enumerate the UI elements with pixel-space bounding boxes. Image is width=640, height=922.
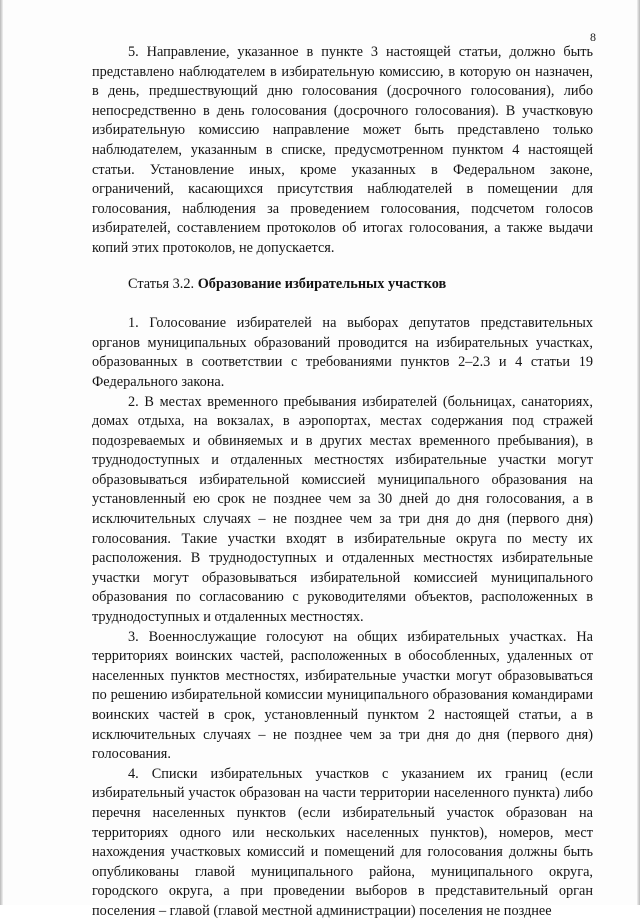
- article-title: Образование избирательных участков: [197, 275, 447, 292]
- article-heading: [92, 275, 593, 295]
- paragraph-2: 2. В местах временного пребывания избирателей (больницах, санаториях, домах отдыха, на вокзалах, в аэропортах, местах содержания под стражей подозреваемых и обвиняемых и в других местах временного пребывания), в труднодоступных и отдаленных местностях избирательные участки могут образовываться избирательной комиссией муниципального образования на установленный ею срок не позднее чем за 30 дней до дня голосования, а в исключительных случаях – не позднее чем за три дня до дня (первого дня) голосования. Такие участки входят в избирательные округа по месту их расположения. В труднодоступных и отдаленных местностях избирательные участки могут образовываться избирательной комиссией муниципального образования по согласованию с руководителями объектов, расположенных в труднодоступных и отдаленных местностях.: [92, 393, 593, 626]
- paragraph-1: 1. Голосование избирателей на выборах депутатов представительных органов муниципальных образований проводится на избирательных участках, образованных в соответствии с требованиями пунктов 2–2.3 и 4 статьи 19 Федерального закона.: [92, 315, 593, 390]
- page-number: 8: [590, 30, 596, 44]
- scan-edge-left: [0, 0, 3, 905]
- paragraph-5-intro: 5. Направление, указанное в пункте 3 настоящей статьи, должно быть представлено наблюдателем в избирательную комиссию, в которую он назначен, в день, предшествующий дню голосования (досрочного голосования), либо непосредственно в день голосования (досрочного голосования). В участковую избирательную комиссию направление может быть представлено только наблюдателем, указанным в списке, предусмотренном пунктом 4 настоящей статьи. Установление иных, кроме указанных в Федеральном законе, ограничений, касающихся присутствия наблюдателей в помещении для голосования, наблюдения за проведением голосования, подсчетом голосов избирателей, составлением протоколов об итогах голосования, а также выдачи копий этих протоколов, не допускается.: [92, 44, 593, 256]
- document-body: [92, 43, 593, 922]
- paragraph-4: 4. Списки избирательных участков с указанием их границ (если избирательный участок образован на части территории населенного пункта) либо перечня населенных пунктов (если избирательный участок образован на территориях одного или нескольких населенных пунктов), номеров, мест нахождения участковых комиссий и помещений для голосования должны быть опубликованы главой муниципального района, муниципального округа, городского округа, а при проведении выборов в представительный орган поселения – главой (главой местной администрации) поселения не позднее: [92, 765, 593, 919]
- paragraph-3: 3. Военнослужащие голосуют на общих избирательных участках. На территориях воинских частей, расположенных в обособленных, удаленных от населенных пунктов местностях, избирательные участки могут образовываться по решению избирательной комиссии муниципального образования командирами воинских частей в срок, установленный пунктом 2 настоящей статьи, а в исключительных случаях – не позднее чем за три дня до дня (первого дня) голосования.: [92, 628, 593, 763]
- article-label: Статья 3.2.: [128, 275, 195, 292]
